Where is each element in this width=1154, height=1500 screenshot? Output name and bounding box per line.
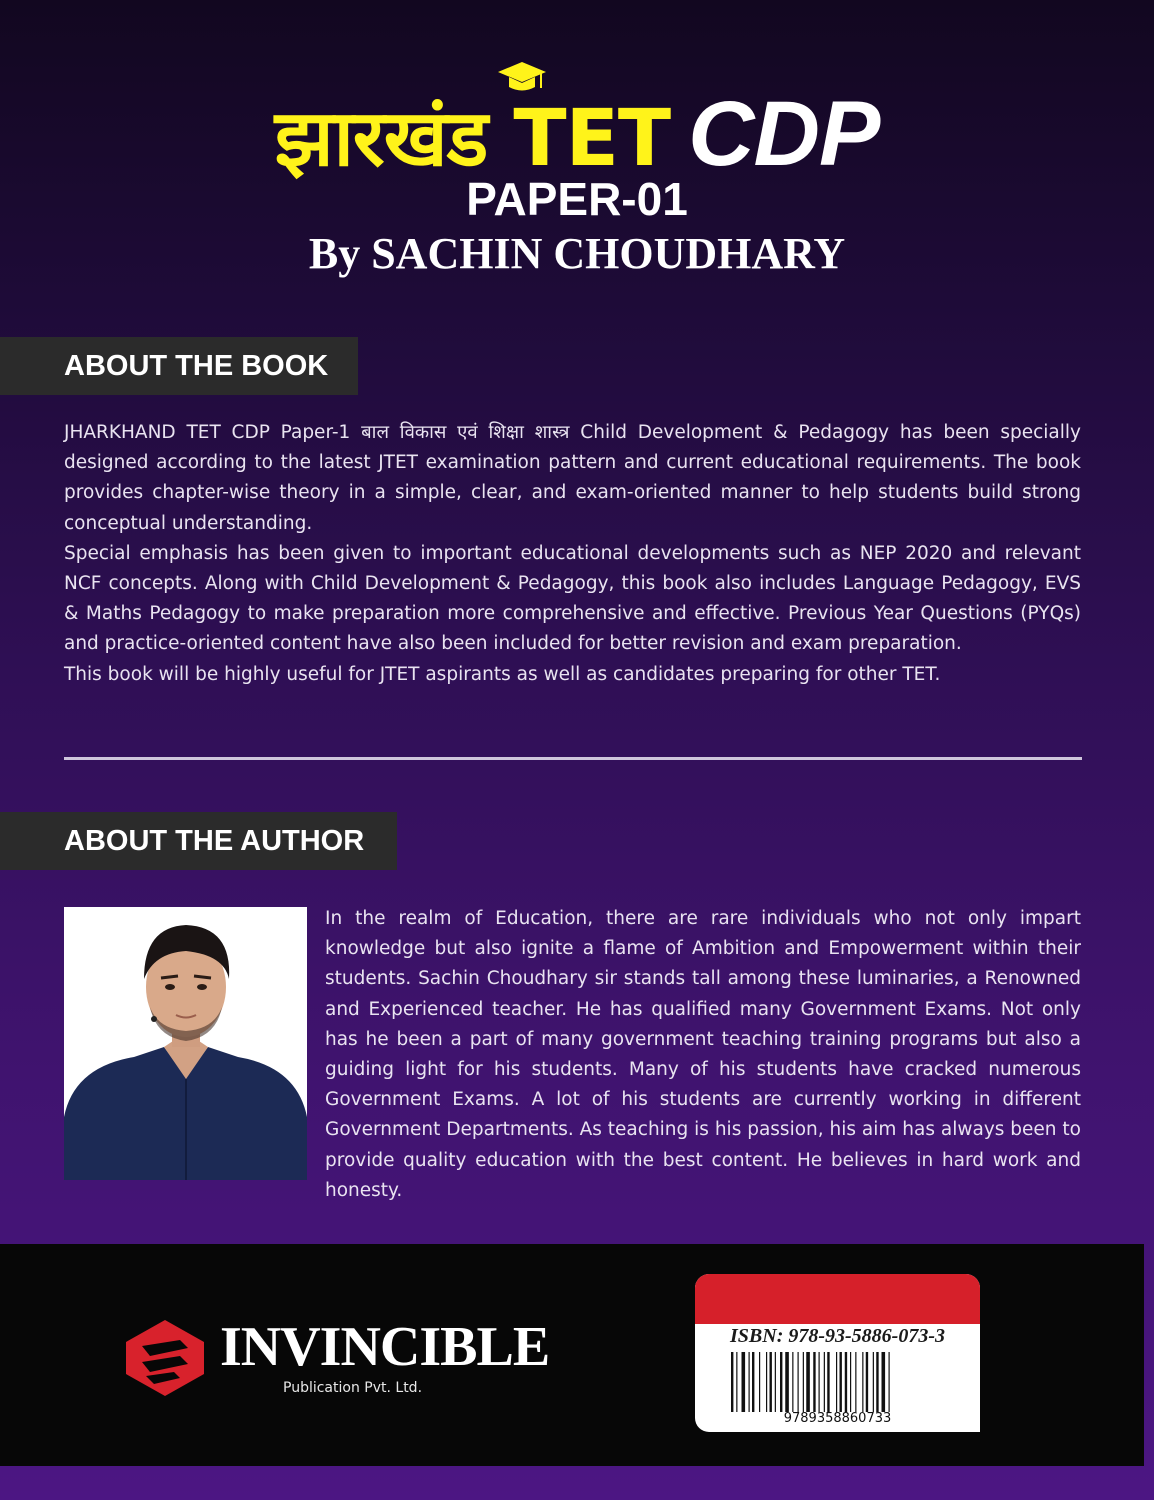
barcode-bar	[819, 1352, 820, 1412]
barcode-bar	[803, 1352, 804, 1412]
about-book-text	[64, 418, 1081, 690]
barcode-bar	[766, 1352, 767, 1412]
barcode-number: 9789358860733	[783, 1411, 892, 1426]
title-hindi-text: झारखंड TET	[274, 94, 671, 184]
barcode-bar	[785, 1352, 789, 1412]
barcode-bar	[876, 1352, 878, 1412]
about-author-heading: ABOUT THE AUTHOR	[0, 812, 397, 870]
paper-number: PAPER-01	[466, 173, 688, 225]
barcode	[731, 1352, 947, 1412]
barcode-bar	[889, 1352, 890, 1412]
barcode-bar	[780, 1352, 782, 1412]
barcode-bar	[759, 1352, 760, 1412]
barcode-bar	[855, 1352, 856, 1412]
isbn-red-band	[695, 1274, 980, 1324]
barcode-bar	[736, 1352, 737, 1412]
barcode-bar	[850, 1352, 851, 1412]
publisher-logo-icon	[124, 1318, 206, 1398]
barcode-bar	[873, 1352, 874, 1412]
barcode-bar	[836, 1352, 837, 1412]
barcode-bar	[742, 1352, 746, 1412]
author-bio: In the realm of Education, there are rare individuals who not only impart knowledge but also ignite a flame of Ambition and Empowerment within their students. Sachin Choudhary sir stands tall among these luminaries, a Renowned and Experienced teacher. He has qualified many Government Exams. Not only has he been a part of many government teaching training programs but also a guiding light for his students. Many of his students have cracked numerous Government Exams. A lot of his students are currently working in different Government Departments. As teaching is his passion, his aim has always been to provide quality education with the best content. He believes in hard work and honesty.	[325, 908, 1081, 1201]
barcode-bar	[845, 1352, 847, 1412]
isbn-label: ISBN: 978-93-5886-073-3	[730, 1325, 945, 1347]
barcode-bar	[749, 1352, 750, 1412]
graduation-cap-icon	[497, 60, 547, 94]
barcode-bar	[840, 1352, 842, 1412]
title-cdp: CDP	[688, 83, 880, 185]
isbn-block	[695, 1274, 980, 1432]
about-book-paragraph: Special emphasis has been given to important educational developments such as NEP 2020 and relevant NCF concepts. Along with Child Development & Pedagogy, this book also includes Language Pedagogy, EVS & Maths Pedagogy to make preparation more comprehensive and effective. Previous Year Questions (PYQs) and practice-oriented content have also been included for better revision and exam preparation.	[64, 542, 1081, 655]
publisher-subtitle: Publication Pvt. Ltd.	[283, 1380, 423, 1396]
barcode-bar	[813, 1352, 815, 1412]
publisher-name: INVINCIBLE	[220, 1316, 550, 1378]
barcode-bar	[862, 1352, 863, 1412]
barcode-bar	[792, 1352, 793, 1412]
barcode-bar	[798, 1352, 799, 1412]
author-byline: By SACHIN CHOUDHARY	[308, 229, 846, 278]
barcode-bar	[806, 1352, 810, 1412]
about-book-paragraph: This book will be highly useful for JTET aspirants as well as candidates preparing for other TET.	[64, 663, 941, 685]
barcode-bar	[775, 1352, 776, 1412]
section-divider	[64, 757, 1082, 760]
about-book-paragraph: JHARKHAND TET CDP Paper-1 बाल विकास एवं शिक्षा शास्त्र Child Development & Pedagogy has been specially designed according to the latest JTET examination pattern and current educational requirements. The book provides chapter-wise theory in a simple, clear, and exam-oriented manner to help students build strong conceptual understanding.	[64, 422, 1081, 534]
barcode-bar	[731, 1352, 733, 1412]
about-book-heading: ABOUT THE BOOK	[0, 337, 358, 395]
barcode-bar	[824, 1352, 825, 1412]
author-photo	[64, 907, 307, 1180]
barcode-bar	[752, 1352, 754, 1412]
barcode-bar	[882, 1352, 886, 1412]
barcode-bar	[770, 1352, 772, 1412]
barcode-bar	[866, 1352, 868, 1412]
author-portrait-illustration	[64, 907, 307, 1180]
barcode-bar	[827, 1352, 829, 1412]
